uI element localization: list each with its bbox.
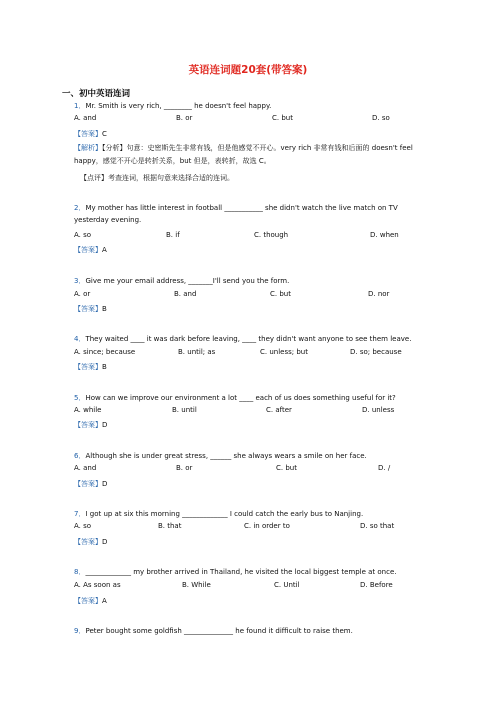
option-c: C. but [272, 114, 293, 122]
option-a: A. so [74, 522, 92, 530]
question-number: 1． [74, 102, 86, 110]
answer-value: B [102, 363, 107, 371]
option-d: D. so that [360, 522, 395, 530]
options-1 [74, 114, 434, 126]
question-3 [74, 275, 434, 287]
option-a: A. so [74, 231, 92, 239]
question-text: Although she is under great stress, ______ she always wears a smile on her face. [85, 452, 367, 460]
option-c: C. but [276, 464, 297, 472]
answer-6 [74, 479, 107, 489]
question-text: _____________ my brother arrived in Thailand, he visited the local biggest temple at once. [85, 568, 397, 576]
option-d: D. unless [362, 406, 395, 414]
option-b: B. or [176, 464, 193, 472]
question-number: 6． [74, 452, 86, 460]
option-b: B. that [158, 522, 182, 530]
question-text: I got up at six this morning _____________ I could catch the early bus to Nanjing. [85, 510, 364, 518]
option-a: A. or [74, 290, 91, 298]
document-title: 英语连词题20套(带答案) [188, 64, 308, 76]
option-b: B. if [166, 231, 180, 239]
option-d: D. nor [368, 290, 390, 298]
note-1 [80, 173, 234, 183]
answer-8 [74, 596, 107, 606]
option-d: D. Before [360, 581, 393, 589]
answer-label: 【答案】 [74, 597, 102, 605]
question-text: My mother has little interest in football ___________ she didn't watch the live match on TV yesterday evening. [74, 204, 398, 224]
explanation-1 [74, 142, 428, 168]
answer-3 [74, 304, 107, 314]
option-b: B. until; as [178, 348, 216, 356]
options-5 [74, 406, 434, 418]
options-6 [74, 464, 434, 476]
answer-label: 【答案】 [74, 538, 102, 546]
option-a: A. since; because [74, 348, 136, 356]
option-a: A. As soon as [74, 581, 121, 589]
answer-label: 【答案】 [74, 363, 102, 371]
note-label: 【点评】 [80, 174, 108, 182]
answer-label: 【答案】 [74, 421, 102, 429]
explanation-label: 【解析】 [74, 144, 102, 152]
options-2 [74, 231, 434, 243]
question-number: 4． [74, 335, 86, 343]
options-8 [74, 581, 434, 593]
question-9 [74, 625, 434, 637]
option-c: C. though [254, 231, 289, 239]
answer-value: B [102, 305, 107, 313]
question-text: Give me your email address, _______I'll send you the form. [85, 277, 290, 285]
answer-5 [74, 420, 107, 430]
option-c: C. in order to [244, 522, 290, 530]
option-a: A. and [74, 464, 97, 472]
option-c: C. Until [274, 581, 300, 589]
question-number: 8． [74, 568, 86, 576]
question-text: They waited ____ it was dark before leaving, ____ they didn't want anyone to see them leave. [85, 335, 412, 343]
answer-label: 【答案】 [74, 246, 102, 254]
option-b: B. and [174, 290, 197, 298]
question-8 [74, 566, 434, 578]
question-number: 2． [74, 204, 86, 212]
answer-value: D [102, 480, 108, 488]
option-c: C. unless; but [260, 348, 308, 356]
answer-2 [74, 245, 107, 255]
option-c: C. but [270, 290, 291, 298]
question-number: 9． [74, 627, 86, 635]
option-d: D. / [378, 464, 391, 472]
question-5 [74, 392, 434, 404]
options-7 [74, 522, 434, 534]
question-number: 5． [74, 394, 86, 402]
question-4 [74, 333, 434, 345]
question-6 [74, 450, 434, 462]
option-a: A. while [74, 406, 102, 414]
question-2 [74, 202, 434, 226]
option-b: B. until [172, 406, 197, 414]
question-number: 3． [74, 277, 86, 285]
answer-value: D [102, 421, 108, 429]
question-text: Mr. Smith is very rich, ________ he doesn't feel happy. [85, 102, 272, 110]
answer-label: 【答案】 [74, 130, 102, 138]
answer-value: C [102, 130, 107, 138]
question-1 [74, 100, 434, 112]
section-heading: 一、初中英语连词 [62, 89, 131, 99]
question-number: 7． [74, 510, 86, 518]
option-b: B. or [176, 114, 193, 122]
question-text: Peter bought some goldfish ______________ he found it difficult to raise them. [85, 627, 353, 635]
option-d: D. so; because [350, 348, 402, 356]
option-c: C. after [266, 406, 292, 414]
option-a: A. and [74, 114, 97, 122]
option-b: B. While [182, 581, 211, 589]
answer-4 [74, 362, 107, 372]
answer-value: A [102, 597, 107, 605]
options-3 [74, 290, 434, 302]
answer-label: 【答案】 [74, 480, 102, 488]
note-text: 考查连词，根据句意来选择合适的连词。 [108, 174, 234, 182]
question-7 [74, 508, 434, 520]
explanation-text: 【分析】句意：史密斯先生非常有钱，但是他感觉不开心。very rich 非常有钱和后面的 doesn't feel happy，感觉不开心是转折关系，but 但是，表转折，故选 C。 [74, 144, 413, 165]
answer-1 [74, 129, 107, 139]
answer-label: 【答案】 [74, 305, 102, 313]
options-4 [74, 348, 434, 360]
option-d: D. when [370, 231, 399, 239]
answer-value: D [102, 538, 108, 546]
option-d: D. so [372, 114, 390, 122]
question-text: How can we improve our environment a lot ____ each of us does something useful for it? [85, 394, 396, 402]
answer-value: A [102, 246, 107, 254]
answer-7 [74, 537, 107, 547]
